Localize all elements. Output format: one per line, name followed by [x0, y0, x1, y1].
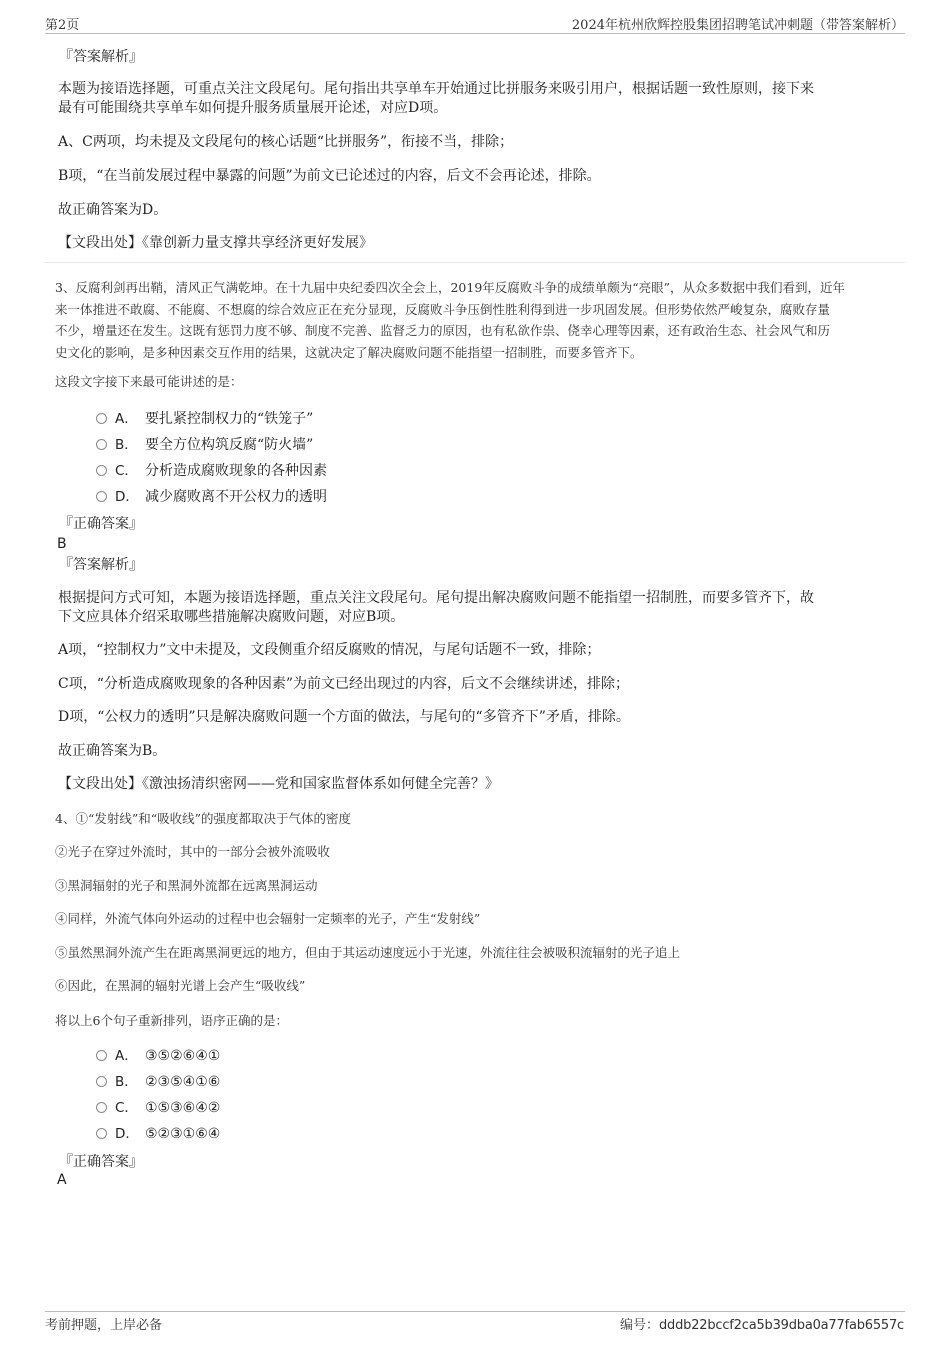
- option-text: 分析造成腐败现象的各种因素: [145, 463, 327, 479]
- analysis-line: 本题为接语选择题，可重点关注文段尾句。尾句指出共享单车开始通过比拼服务来吸引用户，根据话题一致性原则，接下来: [58, 81, 814, 97]
- question-4-option-d[interactable]: [96, 1124, 220, 1144]
- option-letter: A．: [115, 411, 138, 427]
- analysis-paragraph: [58, 80, 888, 118]
- option-text: ③⑤②⑥④①: [145, 1048, 221, 1064]
- footer-slogan: 考前押题，上岸必备: [45, 1318, 163, 1333]
- source-citation: 【文段出处】《激浊扬清织密网——党和国家监督体系如何健全完善？》: [58, 776, 499, 792]
- document-title: 2024年杭州欣辉控股集团招聘笔试冲刺题（带答案解析）: [571, 18, 904, 33]
- question-4-sentence: ②光子在穿过外流时，其中的一部分会被外流吸收: [55, 844, 331, 859]
- option-text: ①⑤③⑥④②: [145, 1100, 221, 1116]
- option-c-note: C项，“分析造成腐败现象的各种因素”为前文已经出现过的内容，后文不会继续讲述，排除；: [58, 676, 630, 692]
- analysis-paragraph: [58, 589, 888, 627]
- option-letter: D．: [115, 1126, 139, 1142]
- question-line: 不少，增量还在发生。这既有惩罚力度不够、制度不完善、监督乏力的原因，也有私欲作祟、侥幸心理等因素，还有政治生态、社会风气和历: [55, 323, 831, 338]
- option-d-note: D项，“公权力的透明”只是解决腐败问题一个方面的做法，与尾句的“多管齐下”矛盾，排除。: [58, 709, 630, 725]
- radio-icon[interactable]: [96, 491, 107, 502]
- option-text: ②③⑤④①⑥: [145, 1074, 221, 1090]
- option-b-note: B项，“在当前发展过程中暴露的问题”为前文已论述过的内容，后文不会再论述，排除。: [58, 168, 601, 184]
- analysis-label: 『答案解析』: [59, 557, 143, 573]
- analysis-label: 『答案解析』: [59, 49, 143, 65]
- source-citation: 【文段出处】《靠创新力量支撑共享经济更好发展》: [58, 235, 373, 251]
- conclusion: 故正确答案为D。: [58, 202, 168, 218]
- option-text: 要全方位构筑反腐“防火墙”: [145, 437, 314, 453]
- option-text: 减少腐败离不开公权力的透明: [145, 489, 327, 505]
- option-letter: A．: [115, 1048, 138, 1064]
- option-letter: B．: [115, 1074, 138, 1090]
- option-letter: C．: [115, 1100, 138, 1116]
- analysis-line: 最有可能围绕共享单车如何提升服务质量展开论述，对应D项。: [58, 100, 448, 116]
- option-letter: C．: [115, 463, 138, 479]
- question-4-option-b[interactable]: [96, 1072, 220, 1092]
- option-letter: D．: [115, 489, 139, 505]
- radio-icon[interactable]: [96, 1128, 107, 1139]
- question-4-sentence: ⑥因此，在黑洞的辐射光谱上会产生“吸收线”: [55, 978, 306, 993]
- radio-icon[interactable]: [96, 1076, 107, 1087]
- question-3-option-a[interactable]: [96, 409, 313, 429]
- page-number: 第2页: [45, 18, 80, 33]
- question-4-prompt: 将以上6个句子重新排列，语序正确的是：: [55, 1013, 288, 1028]
- question-4-option-c[interactable]: [96, 1098, 220, 1118]
- analysis-line: 根据提问方式可知，本题为接语选择题，重点关注文段尾句。尾句提出解决腐败问题不能指望一招制胜，而要多管齐下，故: [58, 590, 814, 606]
- correct-answer: B: [57, 536, 67, 552]
- radio-icon[interactable]: [96, 465, 107, 476]
- correct-answer-label: 『正确答案』: [59, 1154, 143, 1170]
- question-3-option-c[interactable]: [96, 461, 327, 481]
- question-line: 来一体推进不敢腐、不能腐、不想腐的综合效应正在充分显现，反腐败斗争压倒性胜利得到进一步巩固发展。但形势依然严峻复杂，腐败存量: [55, 301, 831, 317]
- question-4-sentence: ④同样，外流气体向外运动的过程中也会辐射一定频率的光子，产生“发射线”: [55, 911, 481, 926]
- correct-answer: A: [57, 1172, 67, 1188]
- radio-icon[interactable]: [96, 1102, 107, 1113]
- question-4-sentence: 4、①“发射线”和“吸收线”的强度都取决于气体的密度: [55, 811, 352, 826]
- question-4-option-a[interactable]: [96, 1046, 220, 1066]
- document-code: [620, 1314, 904, 1333]
- conclusion: 故正确答案为B。: [58, 743, 167, 759]
- radio-icon[interactable]: [96, 413, 107, 424]
- footer-divider: [45, 1311, 905, 1312]
- code-value: dddb22bccf2ca5b39dba0a77fab6557c: [659, 1318, 904, 1333]
- question-line: 史文化的影响，是多种因素交互作用的结果，这就决定了解决腐败问题不能指望一招制胜，而要多管齐下。: [55, 344, 643, 360]
- question-3-prompt: 这段文字接下来最可能讲述的是：: [55, 374, 243, 389]
- option-letter: B．: [115, 437, 138, 453]
- analysis-line: 下文应具体介绍采取哪些措施解决腐败问题，对应B项。: [58, 609, 405, 625]
- option-ac-note: A、C两项，均未提及文段尾句的核心话题“比拼服务”，衔接不当，排除；: [58, 134, 514, 150]
- question-divider: [45, 262, 905, 263]
- correct-answer-label: 『正确答案』: [59, 516, 143, 532]
- question-3-option-d[interactable]: [96, 487, 327, 507]
- option-text: 要扎紧控制权力的“铁笼子”: [145, 411, 314, 427]
- question-3-text: [55, 277, 900, 363]
- header-divider: [45, 33, 905, 34]
- code-label: 编号：: [619, 1318, 659, 1333]
- radio-icon[interactable]: [96, 439, 107, 450]
- question-line: 3、反腐利剑再出鞘，清风正气满乾坤。在十九届中央纪委四次全会上，2019年反腐败斗争的成绩单颇为“亮眼”，从众多数据中我们看到，近年: [55, 280, 846, 295]
- question-4-sentence: ③黑洞辐射的光子和黑洞外流都在远离黑洞运动: [55, 878, 318, 893]
- question-3-option-b[interactable]: [96, 435, 313, 455]
- radio-icon[interactable]: [96, 1050, 107, 1061]
- question-4-sentence: ⑤虽然黑洞外流产生在距离黑洞更远的地方，但由于其运动速度远小于光速，外流往往会被吸积流辐射的光子追上: [55, 945, 681, 960]
- option-text: ⑤②③①⑥④: [145, 1126, 221, 1142]
- option-a-note: A项，“控制权力”文中未提及，文段侧重介绍反腐败的情况，与尾句话题不一致，排除；: [58, 642, 601, 658]
